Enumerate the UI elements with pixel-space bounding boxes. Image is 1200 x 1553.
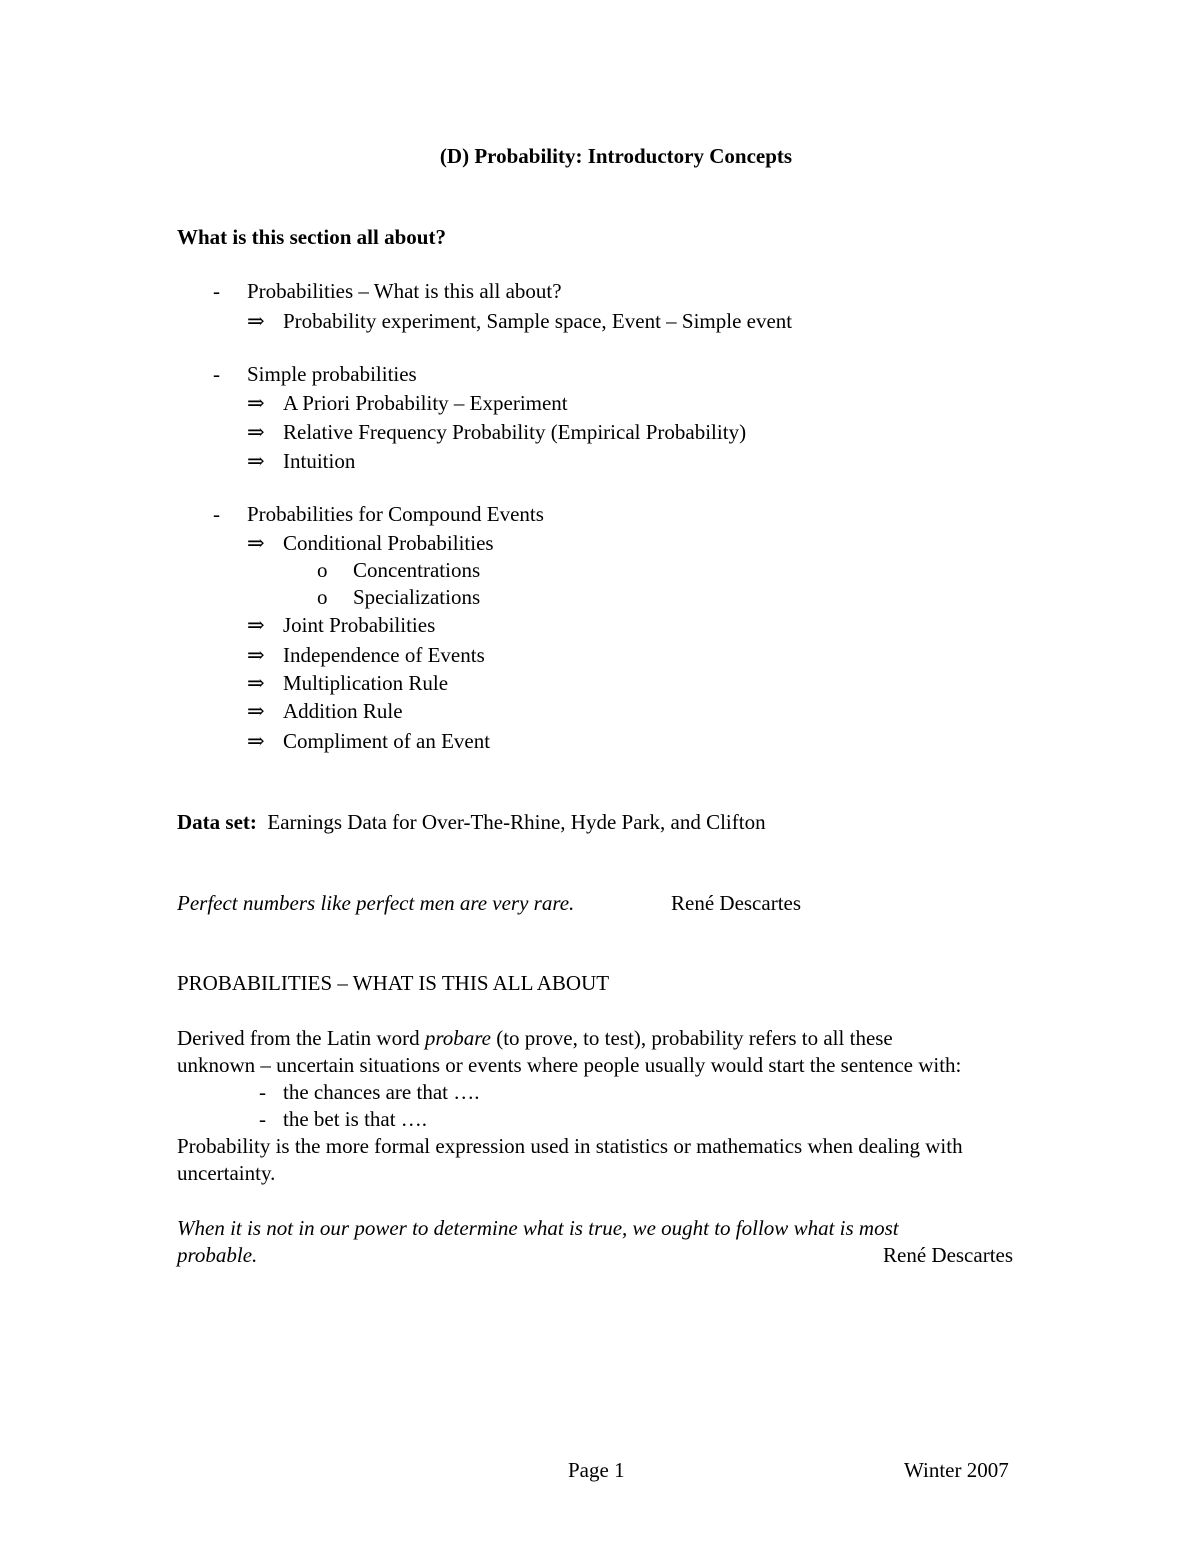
outline-dash: - <box>213 502 220 526</box>
outline-subitem: ⇒ Independence of Events <box>247 643 485 667</box>
arrow-icon: ⇒ <box>247 699 265 723</box>
outline-subitem: ⇒ Conditional Probabilities <box>247 531 494 555</box>
arrow-icon: ⇒ <box>247 671 265 695</box>
bullet-icon: o <box>317 558 328 582</box>
dataset-value: Earnings Data for Over-The-Rhine, Hyde Park, and Clifton <box>267 810 766 834</box>
outline-subitem: ⇒ Relative Frequency Probability (Empirical Probability) <box>247 420 747 444</box>
paragraph-line: unknown – uncertain situations or events where people usually would start the sentence with: <box>177 1053 962 1077</box>
outline-item-label: Simple probabilities <box>247 362 417 386</box>
arrow-icon: ⇒ <box>247 613 265 637</box>
arrow-icon: ⇒ <box>247 391 265 415</box>
list-dash: - <box>259 1107 266 1131</box>
quote-text: When it is not in our power to determine what is true, we ought to follow what is most <box>177 1216 899 1240</box>
list-item: the bet is that …. <box>283 1107 428 1131</box>
outline-dash: - <box>213 362 220 386</box>
page-number: Page 1 <box>568 1458 625 1482</box>
quote-text: probable. <box>177 1243 258 1267</box>
outline-subitem: ⇒ A Priori Probability – Experiment <box>247 391 568 415</box>
bullet-icon: o <box>317 585 328 609</box>
outline-subsubitem: Concentrations <box>353 558 481 582</box>
quote-text: Perfect numbers like perfect men are very rare. <box>177 891 575 915</box>
outline-subitem: ⇒ Multiplication Rule <box>247 671 449 695</box>
list-item: the chances are that …. <box>283 1080 480 1104</box>
list-dash: - <box>259 1080 266 1104</box>
paragraph-line: Derived from the Latin word probare (to prove, to test), probability refers to all these <box>177 1026 893 1050</box>
dataset-line <box>177 812 766 833</box>
arrow-icon: ⇒ <box>247 449 265 473</box>
outline-subitem: ⇒ Intuition <box>247 449 356 473</box>
outline-subitem: ⇒ Compliment of an Event <box>247 729 491 753</box>
paragraph-line: uncertainty. <box>177 1161 276 1185</box>
page-title: (D) Probability: Introductory Concepts <box>439 144 793 168</box>
quote-author: René Descartes <box>671 891 802 915</box>
dataset-label: Data set: <box>177 810 257 834</box>
section-heading: What is this section all about? <box>177 225 446 249</box>
paragraph-line: Probability is the more formal expression used in statistics or mathematics when dealing with <box>177 1134 963 1158</box>
outline-subitem: ⇒ Joint Probabilities <box>247 613 436 637</box>
outline-subitem: ⇒ Probability experiment, Sample space, Event – Simple event <box>247 309 793 333</box>
quote-author: René Descartes <box>883 1243 1014 1267</box>
arrow-icon: ⇒ <box>247 729 265 753</box>
arrow-icon: ⇒ <box>247 531 265 555</box>
arrow-icon: ⇒ <box>247 420 265 444</box>
outline-dash: - <box>213 279 220 303</box>
outline-subitem: ⇒ Addition Rule <box>247 699 403 723</box>
outline-item-label: Probabilities for Compound Events <box>247 502 544 526</box>
arrow-icon: ⇒ <box>247 309 265 333</box>
outline-subsubitem: Specializations <box>353 585 481 609</box>
section-heading: PROBABILITIES – WHAT IS THIS ALL ABOUT <box>177 971 610 995</box>
arrow-icon: ⇒ <box>247 643 265 667</box>
footer-term: Winter 2007 <box>904 1458 1009 1482</box>
outline-item-label: Probabilities – What is this all about? <box>247 279 562 303</box>
